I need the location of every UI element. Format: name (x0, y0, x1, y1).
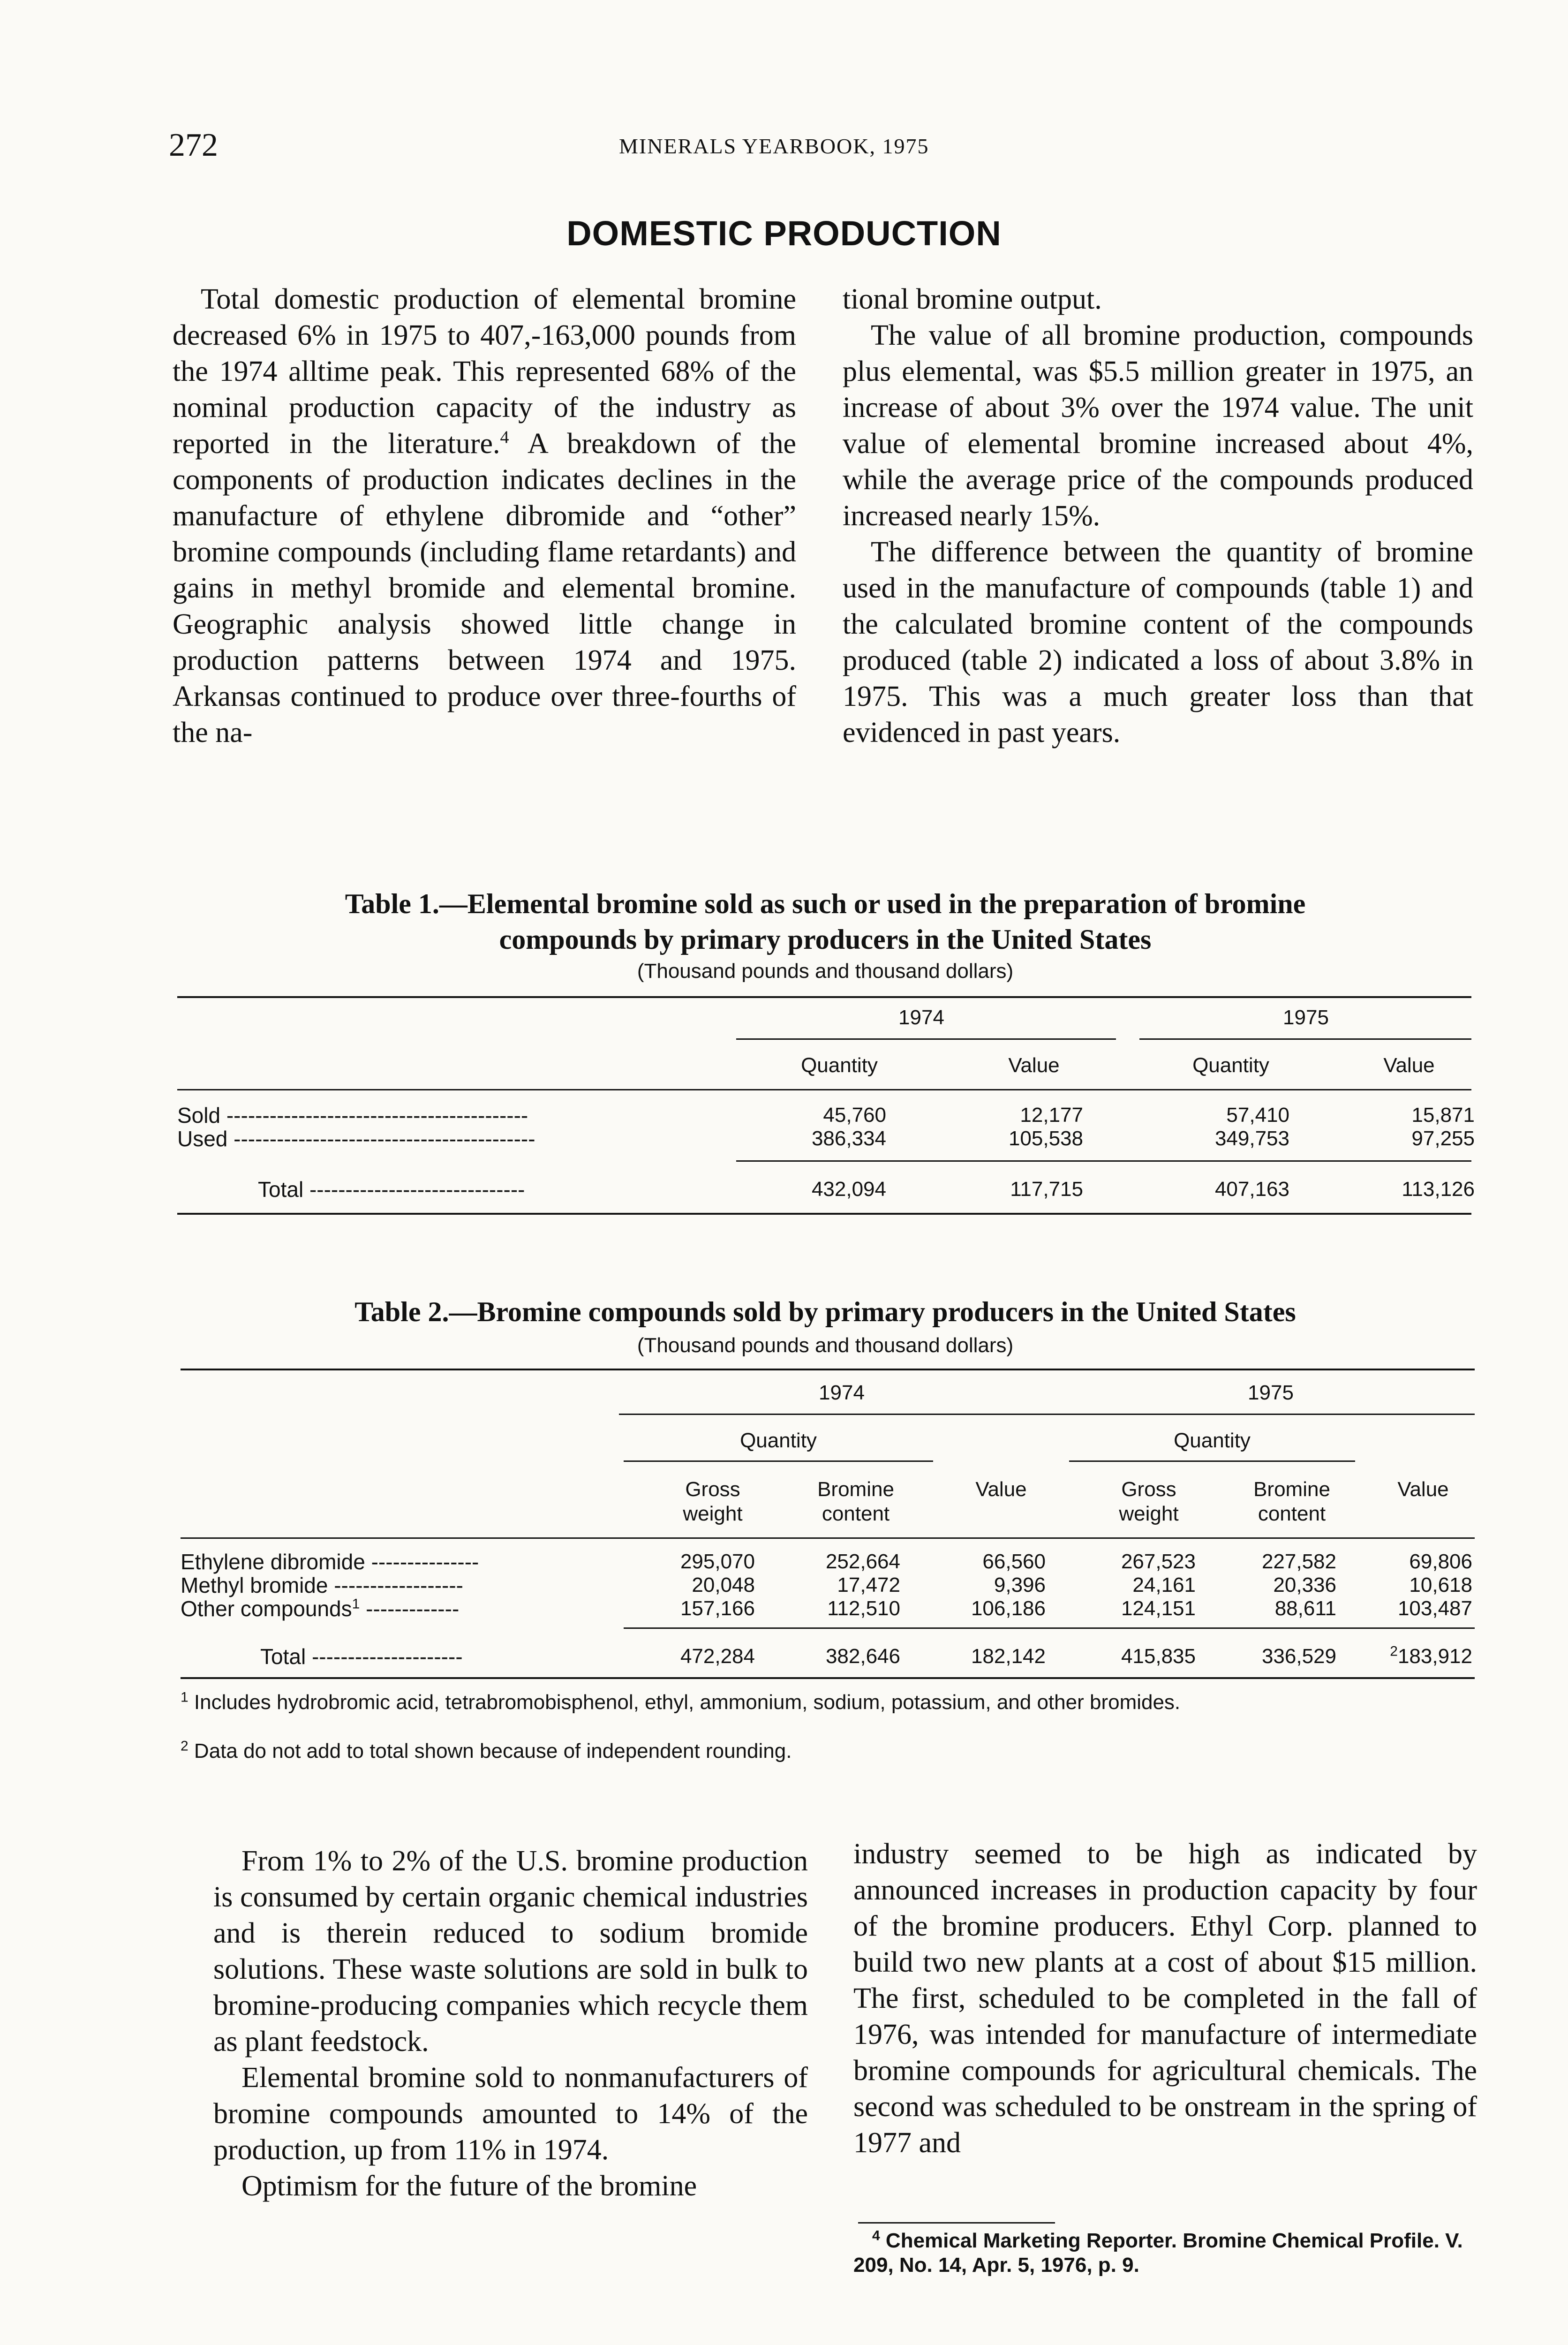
table-rule (624, 1460, 933, 1462)
year-header-1975: 1975 (1248, 1381, 1294, 1404)
table-rule (1064, 1414, 1475, 1415)
table-rule (736, 1038, 1116, 1040)
footnote-ref: 4 (500, 427, 509, 447)
table-2-note-1: $^1$ Includes hydrobromic acid, tetrabromobisphenol, ethyl, ammonium, sodium, potassium, and other bromides. (181, 1689, 1181, 1714)
col-header-value: Value (1397, 1478, 1449, 1501)
section-title: DOMESTIC PRODUCTION (566, 214, 1002, 253)
paragraph: Optimism for the future of the bromine (241, 2170, 697, 2202)
body-column-left (173, 281, 796, 751)
table-rule (1139, 1038, 1471, 1040)
table-rule (1069, 1460, 1355, 1462)
paragraph: The value of all bromine production, compounds plus elemental, was $5.5 million greater in 1975, an increase of about 3% over the 1974 value. The unit value of elemental bromine increased about 4%, while the average price of the compounds produced increased nearly 15%. (843, 319, 1473, 532)
col-header-quantity: Quantity (1192, 1054, 1269, 1077)
table-2-note-2: $^2$ Data do not add to total shown because of independent rounding. (181, 1738, 792, 1763)
year-header-1975: 1975 (1283, 1006, 1329, 1029)
document-page: 272 MINERALS YEARBOOK, 1975 DOMESTIC PRODUCTION Total domestic production of elemental bromine decreased 6% in 1975 to 407,-163,000 pounds from the 1974 alltime peak. This represented 68% of the nominal production capacity of the industry as reported in the literature.$^4$ A breakdown of the components of production indicates declines in the manufacture of ethylene dibromide and “other” bromine compounds (including flame retardants) and gains in methyl bromide and elemental bromine. Geographic analysis showed little change in production patterns between 1974 and 1975. Arkansas continued to produce over three-fourths of the na- tional bromine output. The value of all bromine production, compounds plus elemental, was $5.5 million greater in 1975, an increase of about 3% over the 1974 value. The unit value of elemental bromine increased about 4%, while the average price of the compounds produced increased nearly 15%. The difference between the quantity of bromine used in the manufacture of compounds (table 1) and the calculated bromine content of the compounds produced (table 2) indicated a loss of about 3.8% in 1975. This was a much greater loss than that evidenced in past years. Table 1.—Elemental bromine sold as such or used in the preparation of bromine compounds by primary producers in the United States (Thousand pounds and thousand dollars) 1974 1975 Quantity Value Quantity Value Sold ------------------------------------------ 45,760 12,177 57,410 15,871 Used ------------------------------------------ 386,334 105,538 349,753 97,255 Total ------------------------------ 432,094 117,715 407,163 113,126 Table 2.—Bromine compounds sold by primary producers in the United States (Thousand pounds and thousand dollars) 1974 1975 Quantity Quantity Gross weight Bromine content Value Gross weight Bromine content Value Ethylene dibromide --------------- 295,070 252,664 66,560 267,523 227,582 69,806 Methyl bromide ------------------ 20,048 17,472 9,396 24,161 20,336 10,618 Other compounds$^1$ ------------- 157,166 112,510 106,186 124,151 88,611 103,487 Total --------------------- 472,284 382,646 182,142 415,835 336,529 $^2$183,912 $^1$ Includes hydrobromic acid, tetrabromobisphenol, ethyl, ammonium, sodium, potassium, and other bromides. $^2$ Data do not add to total shown because of independent rounding. From 1% to 2% of the U.S. bromine production is consumed by certain organic chemical industries and is therein reduced to sodium bromide solutions. These waste solutions are sold in bulk to bromine-producing companies which recycle them as plant feedstock. Elemental bromine sold to nonmanufacturers of bromine compounds amounted to 14% of the production, up from 11% in 1974. Optimism for the future of the bromine industry seemed to be high as indicated by announced increases in production capacity by four of the bromine producers. Ethyl Corp. planned to build two new plants at a cost of about $15 million. The first, scheduled to be completed in the fall of 1976, was intended for manufacture of intermediate bromine compounds for agricultural chemicals. The second was scheduled to be onstream in the spring of 1977 and $^4$ Chemical Marketing Reporter. Bromine Chemical Profile. V. 209, No. 14, Apr. 5, 1976, p. 9. (0, 0, 1568, 2345)
year-header-1974: 1974 (898, 1006, 944, 1029)
col-header-gross-weight: Gross weight (683, 1478, 743, 1525)
table-rule (619, 1414, 1064, 1415)
col-header-quantity: Quantity (740, 1429, 817, 1452)
col-header-gross-weight: Gross weight (1119, 1478, 1179, 1525)
table-1-title-line2: compounds by primary producers in the United States (499, 924, 1152, 955)
footnote-ref: 1 (352, 1596, 360, 1612)
table-rule (177, 1089, 1471, 1090)
table-rule (181, 1537, 1475, 1539)
table-1-title-line1: Table 1.—Elemental bromine sold as such or used in the preparation of bromine (345, 888, 1306, 919)
paragraph: From 1% to 2% of the U.S. bromine production is consumed by certain organic chemical industries and is therein reduced to sodium bromide solutions. These waste solutions are sold in bulk to bromine-producing companies which recycle them as plant feedstock. (213, 1845, 808, 2058)
body-column-right (843, 281, 1473, 751)
paragraph: industry seemed to be high as indicated by announced increases in production capacity by four of the bromine producers. Ethyl Corp. planned to build two new plants at a cost of about $15 million. The first, scheduled to be completed in the fall of 1976, was intended for manufacture of intermediate bromine compounds for agricultural chemicals. The second was scheduled to be onstream in the spring of 1977 and (853, 1838, 1477, 2159)
table-rule (624, 1627, 1475, 1629)
paragraph: Elemental bromine sold to nonmanufacturers of bromine compounds amounted to 14% of the production, up from 11% in 1974. (213, 2062, 808, 2166)
page-number: 272 (169, 127, 218, 163)
table-1-subtitle: (Thousand pounds and thousand dollars) (637, 960, 1014, 983)
col-header-bromine-content: Bromine content (817, 1478, 894, 1525)
table-2-title: Table 2.—Bromine compounds sold by primary producers in the United States (354, 1296, 1296, 1327)
paragraph: tional bromine output. (843, 283, 1102, 315)
col-header-quantity: Quantity (801, 1054, 878, 1077)
col-header-value: Value (975, 1478, 1027, 1501)
year-header-1974: 1974 (819, 1381, 865, 1404)
table-rule (177, 1213, 1471, 1215)
col-header-value: Value (1383, 1054, 1435, 1077)
footnote: $^4$ Chemical Marketing Reporter. Bromine Chemical Profile. V. 209, No. 14, Apr. 5, 1976, p. 9. (853, 2228, 1463, 2277)
col-header-quantity: Quantity (1174, 1429, 1251, 1452)
table-rule (177, 996, 1471, 998)
table-2-subtitle: (Thousand pounds and thousand dollars) (637, 1334, 1014, 1357)
table-rule (736, 1160, 1471, 1162)
paragraph: Total domestic production of elemental bromine decreased 6% in 1975 to 407,-163,000 pounds from the 1974 alltime peak. This represented 68% of the nominal production capacity of the industry as reported in the literature.$^4$ A breakdown of the components of production indicates declines in the manufacture of ethylene dibromide and “other” bromine compounds (including flame retardants) and gains in methyl bromide and elemental bromine. Geographic analysis showed little change in production patterns between 1974 and 1975. Arkansas continued to produce over three-fourths of the na- (173, 283, 797, 749)
running-head: MINERALS YEARBOOK, 1975 (619, 134, 929, 158)
footnote-rule (858, 2222, 1055, 2224)
body-column-lower-left (213, 1843, 808, 2204)
footnote-ref: 2 (1390, 1643, 1398, 1659)
table-rule (181, 1677, 1475, 1679)
col-header-value: Value (1008, 1054, 1060, 1077)
table-rule (181, 1369, 1475, 1370)
paragraph: The difference between the quantity of bromine used in the manufacture of compounds (table 1) and the calculated bromine content of the compounds produced (table 2) indicated a loss of about 3.8% in 1975. This was a much greater loss than that evidenced in past years. (843, 536, 1473, 749)
col-header-bromine-content: Bromine content (1253, 1478, 1330, 1525)
body-column-lower-right (853, 1836, 1477, 2161)
